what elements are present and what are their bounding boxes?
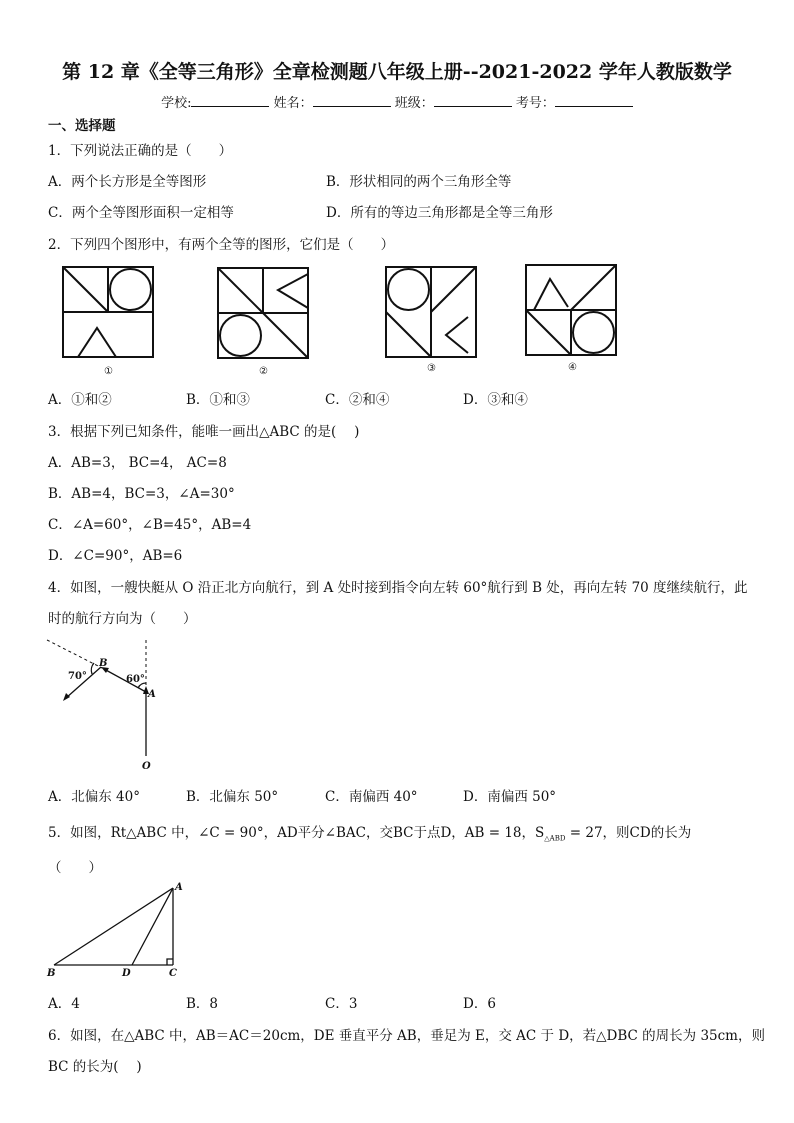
- q5-option-b: B．8: [186, 996, 219, 1012]
- q2-figure-4: [526, 265, 616, 355]
- class-blank: [434, 94, 512, 107]
- number-blank: [555, 94, 633, 107]
- section-heading: 一、选择题: [48, 118, 116, 134]
- q4-option-a: A．北偏东 40°: [48, 789, 140, 805]
- q3-option-b: B．AB=4，BC=3，∠A=30°: [48, 486, 235, 502]
- school-blank: [191, 94, 269, 107]
- q5-option-d: D．6: [463, 996, 496, 1012]
- q5-label-b: B: [47, 968, 56, 978]
- q2-figure-1: [63, 267, 153, 357]
- q6-stem-line2: BC 的长为( ): [48, 1059, 142, 1075]
- q4-option-c: C．南偏西 40°: [325, 789, 418, 805]
- class-label: 班级：: [394, 96, 434, 111]
- q1-option-c: C．两个全等图形面积一定相等: [48, 205, 234, 221]
- student-info-line: [0, 92, 794, 111]
- q4-angle-70: 70°: [68, 671, 87, 682]
- q2-figure-3: [386, 267, 476, 357]
- q2-option-d: D．③和④: [463, 392, 528, 408]
- q3-option-c: C．∠A=60°，∠B=45°，AB=4: [48, 517, 252, 533]
- q4-label-b: B: [99, 658, 108, 669]
- q4-label-o: O: [142, 761, 151, 772]
- q6-stem-line1: 6．如图，在△ABC 中，AB＝AC＝20cm，DE 垂直平分 AB，垂足为 E，交 AC 于 D，若△DBC 的周长为 35cm，则: [48, 1028, 765, 1044]
- school-label: 学校:: [161, 96, 192, 111]
- q5-option-a: A．4: [48, 996, 80, 1012]
- q2-option-b: B．①和③: [186, 392, 250, 408]
- name-label: 姓名：: [273, 96, 313, 111]
- q3-option-a: A．AB=3， BC=4， AC=8: [48, 455, 227, 471]
- q5-stem: [48, 821, 691, 843]
- page-title: 第 12 章《全等三角形》全章检测题八年级上册--2021-2022 学年人教版数学: [62, 61, 732, 83]
- q5-stem-part1: 5．如图，Rt△ABC 中，∠C = 90°，AD平分∠BAC，交BC于点D，AB = 18，S: [48, 825, 545, 841]
- q2-figure-2: [218, 268, 308, 358]
- q5-stem-subscript: △ABD: [544, 834, 566, 843]
- q5-stem-part2: = 27，则CD的长为: [565, 825, 692, 841]
- q5-label-c: C: [169, 968, 177, 978]
- q4-figure: [44, 636, 184, 776]
- q5-option-c: C．3: [325, 996, 358, 1012]
- q2-option-c: C．②和④: [325, 392, 390, 408]
- q1-stem: 1．下列说法正确的是（ ）: [48, 143, 233, 159]
- q5-label-a: A: [175, 882, 183, 893]
- q5-stem-line2: （ ）: [48, 860, 102, 876]
- q2-stem: 2．下列四个图形中，有两个全等的图形，它们是（ ）: [48, 237, 395, 253]
- q4-option-b: B．北偏东 50°: [186, 789, 279, 805]
- q2-figure-1-label: ①: [104, 366, 113, 377]
- q2-figure-3-label: ③: [427, 363, 436, 374]
- q2-figures: [56, 262, 626, 380]
- q4-option-d: D．南偏西 50°: [463, 789, 557, 805]
- q4-angle-60: 60°: [126, 674, 145, 685]
- number-label: 考号：: [515, 96, 555, 111]
- q3-stem: 3．根据下列已知条件，能唯一画出△ABC 的是( ): [48, 424, 360, 440]
- q1-option-b: B．形状相同的两个三角形全等: [326, 174, 512, 190]
- name-blank: [313, 94, 391, 107]
- q1-option-d: D．所有的等边三角形都是全等三角形: [326, 205, 553, 221]
- q2-figure-2-label: ②: [259, 366, 268, 377]
- q4-stem-line1: 4．如图，一艘快艇从 O 沿正北方向航行，到 A 处时接到指令向左转 60°航行到 B 处，再向左转 70 度继续航行，此: [48, 580, 748, 596]
- q2-option-a: A．①和②: [48, 392, 112, 408]
- q4-label-a: A: [148, 689, 156, 700]
- q1-option-a: A．两个长方形是全等图形: [48, 174, 207, 190]
- q3-option-d: D．∠C=90°，AB=6: [48, 548, 183, 564]
- q5-figure: [44, 880, 194, 978]
- q2-figure-4-label: ④: [568, 362, 577, 373]
- q5-label-d: D: [122, 968, 131, 978]
- q4-stem-line2: 时的航行方向为（ ）: [48, 611, 197, 627]
